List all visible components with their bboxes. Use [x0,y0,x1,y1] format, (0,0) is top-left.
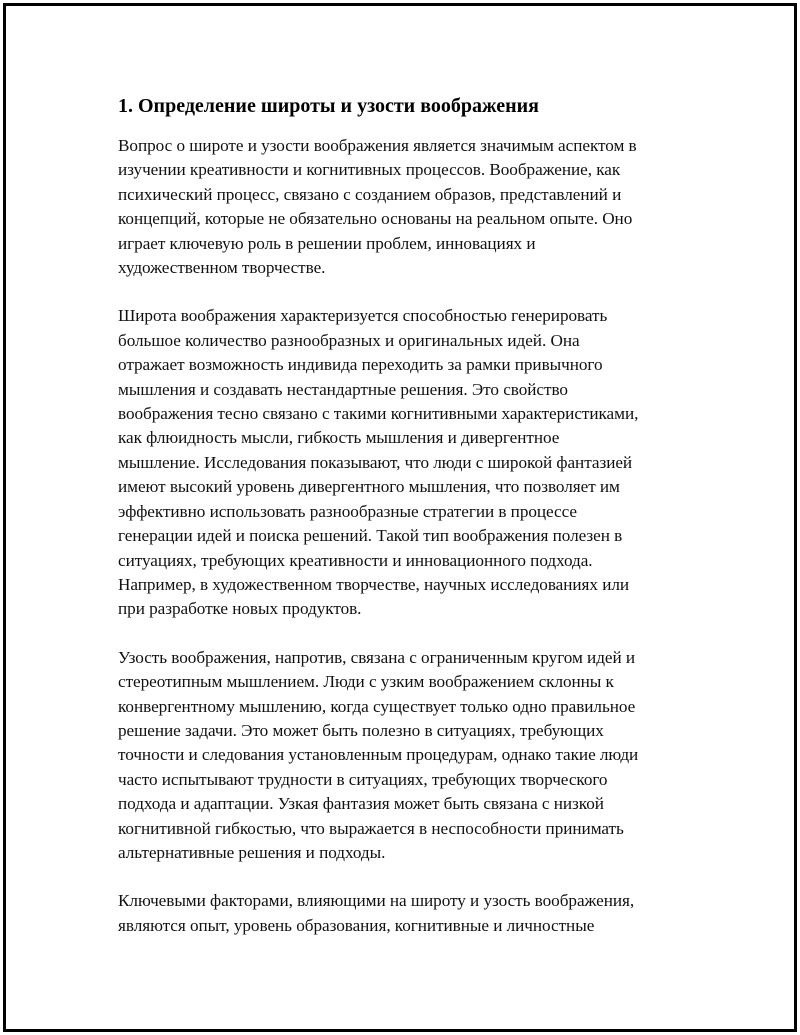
paragraph-factors: Ключевыми факторами, влияющими на широту и узость воображения, являются опыт, уровень образования, когнитивные и личностные [118,891,635,935]
section-heading: 1. Определение широты и узости воображения [118,95,539,117]
document-body [118,92,688,962]
paragraph-breadth: Широта воображения характеризуется способностью генерировать большое количество разнообразных и оригинальных идей. Она отражает возможность индивида переходить за рамки привычного мышления и создавать нестандартные решения. Это свойство воображения тесно связано с такими когнитивными характеристиками, как флюидность мысли, гибкость мышления и дивергентное мышление. Исследования показывают, что люди с широкой фантазией имеют высокий уровень дивергентного мышления, что позволяет им эффективно использовать разнообразные стратегии в процессе генерации идей и поиска решений. Такой тип воображения полезен в ситуациях, требующих креативности и инновационного подхода. Например, в художественном творчестве, научных исследованиях или при разработке новых продуктов. [118,306,639,619]
paragraph-narrowness: Узость воображения, напротив, связана с ограниченным кругом идей и стереотипным мышлением. Люди с узким воображением склонны к конвергентному мышлению, когда существует только одно правильное решение задачи. Это может быть полезно в ситуациях, требующих точности и следования установленным процедурам, однако такие люди часто испытывают трудности в ситуациях, требующих творческого подхода и адаптации. Узкая фантазия может быть связана с низкой когнитивной гибкостью, что выражается в неспособности принимать альтернативные решения и подходы. [118,647,639,862]
paragraph-intro: Вопрос о широте и узости воображения является значимым аспектом в изучении креативности и когнитивных процессов. Воображение, как психический процесс, связано с созданием образов, представлений и концепций, которые не обязательно основаны на реальном опыте. Оно играет ключевую роль в решении проблем, инновациях и художественном творчестве. [118,136,637,278]
